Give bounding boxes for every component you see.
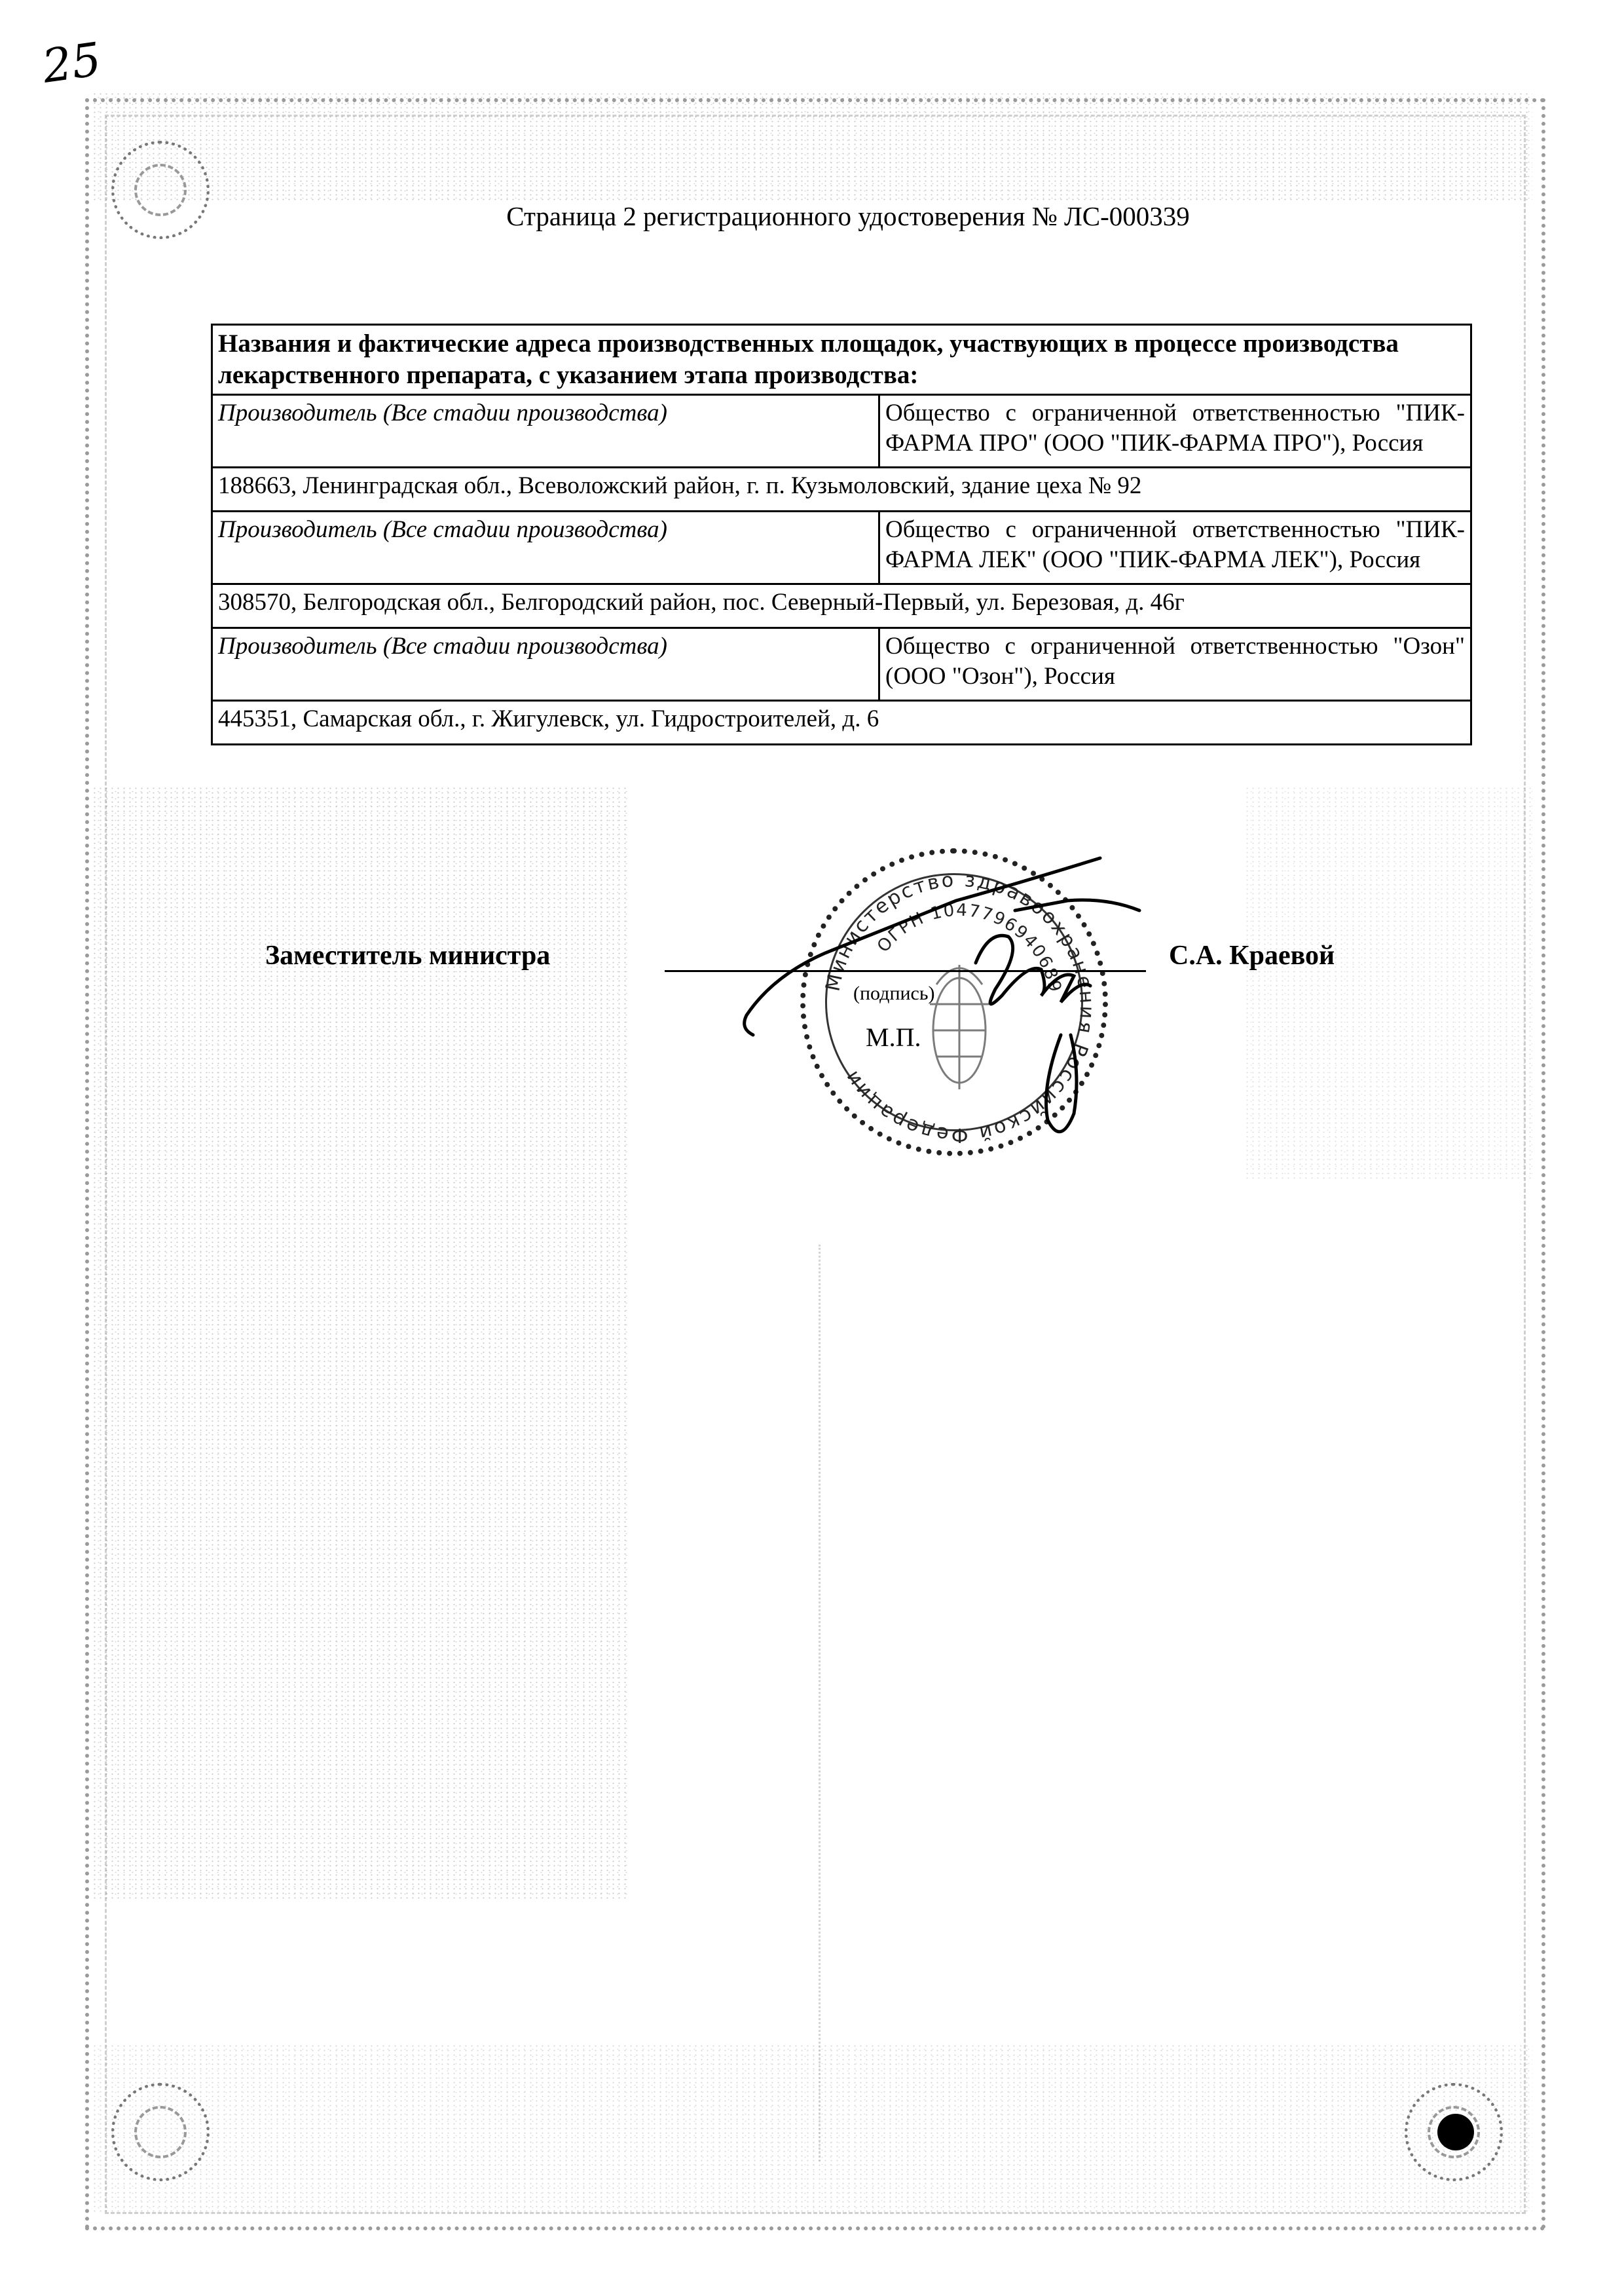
rosette-ornament-bottom-left xyxy=(111,2083,210,2181)
table-row xyxy=(212,512,1471,584)
table-header-row xyxy=(212,325,1471,395)
signature-caption: (подпись) xyxy=(853,983,935,1004)
halftone-noise-bottom xyxy=(92,2044,1532,2214)
svg-text:ОГРН 1047796940689: ОГРН 1047796940689 xyxy=(873,900,1065,995)
site-address: 188663, Ленинградская обл., Всеволожский район, г. п. Кузьмоловский, здание цеха № 92 xyxy=(212,468,1471,512)
svg-text:Министерство здравоохранения Р: Министерство здравоохранения Российской Федерации xyxy=(821,868,1099,1147)
table-row xyxy=(212,584,1471,628)
site-role: Производитель (Все стадии производства) xyxy=(212,395,879,468)
site-role: Производитель (Все стадии производства) xyxy=(212,512,879,584)
fold-crease xyxy=(819,1245,821,2162)
site-address: 308570, Белгородская обл., Белгородский район, пос. Северный-Первый, ул. Березовая, д. 46г xyxy=(212,584,1471,628)
site-organization: Общество с ограниченной ответственностью "ПИК-ФАРМА ЛЕК" (ООО "ПИК-ФАРМА ЛЕК"), Россия xyxy=(879,512,1471,584)
table-row xyxy=(212,701,1471,745)
handwritten-page-number: 25 xyxy=(39,32,105,94)
site-address: 445351, Самарская обл., г. Жигулевск, ул. Гидростроителей, д. 6 xyxy=(212,701,1471,745)
halftone-noise-top xyxy=(92,92,1532,203)
site-organization: Общество с ограниченной ответственностью "ПИК-ФАРМА ПРО" (ООО "ПИК-ФАРМА ПРО"), Россия xyxy=(879,395,1471,468)
handwritten-signature-icon xyxy=(733,838,1231,1153)
signatory-name: С.А. Краевой xyxy=(1169,941,1335,971)
signatory-position: Заместитель министра xyxy=(265,941,551,971)
table-row xyxy=(212,468,1471,512)
table-row xyxy=(212,628,1471,701)
production-sites-table xyxy=(211,324,1472,745)
page-title: Страница 2 регистрационного удостоверения № ЛС-000339 xyxy=(506,201,1190,231)
halftone-noise-right xyxy=(1244,786,1532,1179)
table-row xyxy=(212,395,1471,468)
seal-place-caption: М.П. xyxy=(866,1022,921,1052)
table-header: Названия и фактические адреса производственных площадок, участвующих в процессе производства лекарственного препарата, с указанием этапа производства: xyxy=(212,325,1471,395)
site-role: Производитель (Все стадии производства) xyxy=(212,628,879,701)
site-organization: Общество с ограниченной ответственностью "Озон" (ООО "Озон"), Россия xyxy=(879,628,1471,701)
punch-hole-mark xyxy=(1437,2114,1474,2150)
